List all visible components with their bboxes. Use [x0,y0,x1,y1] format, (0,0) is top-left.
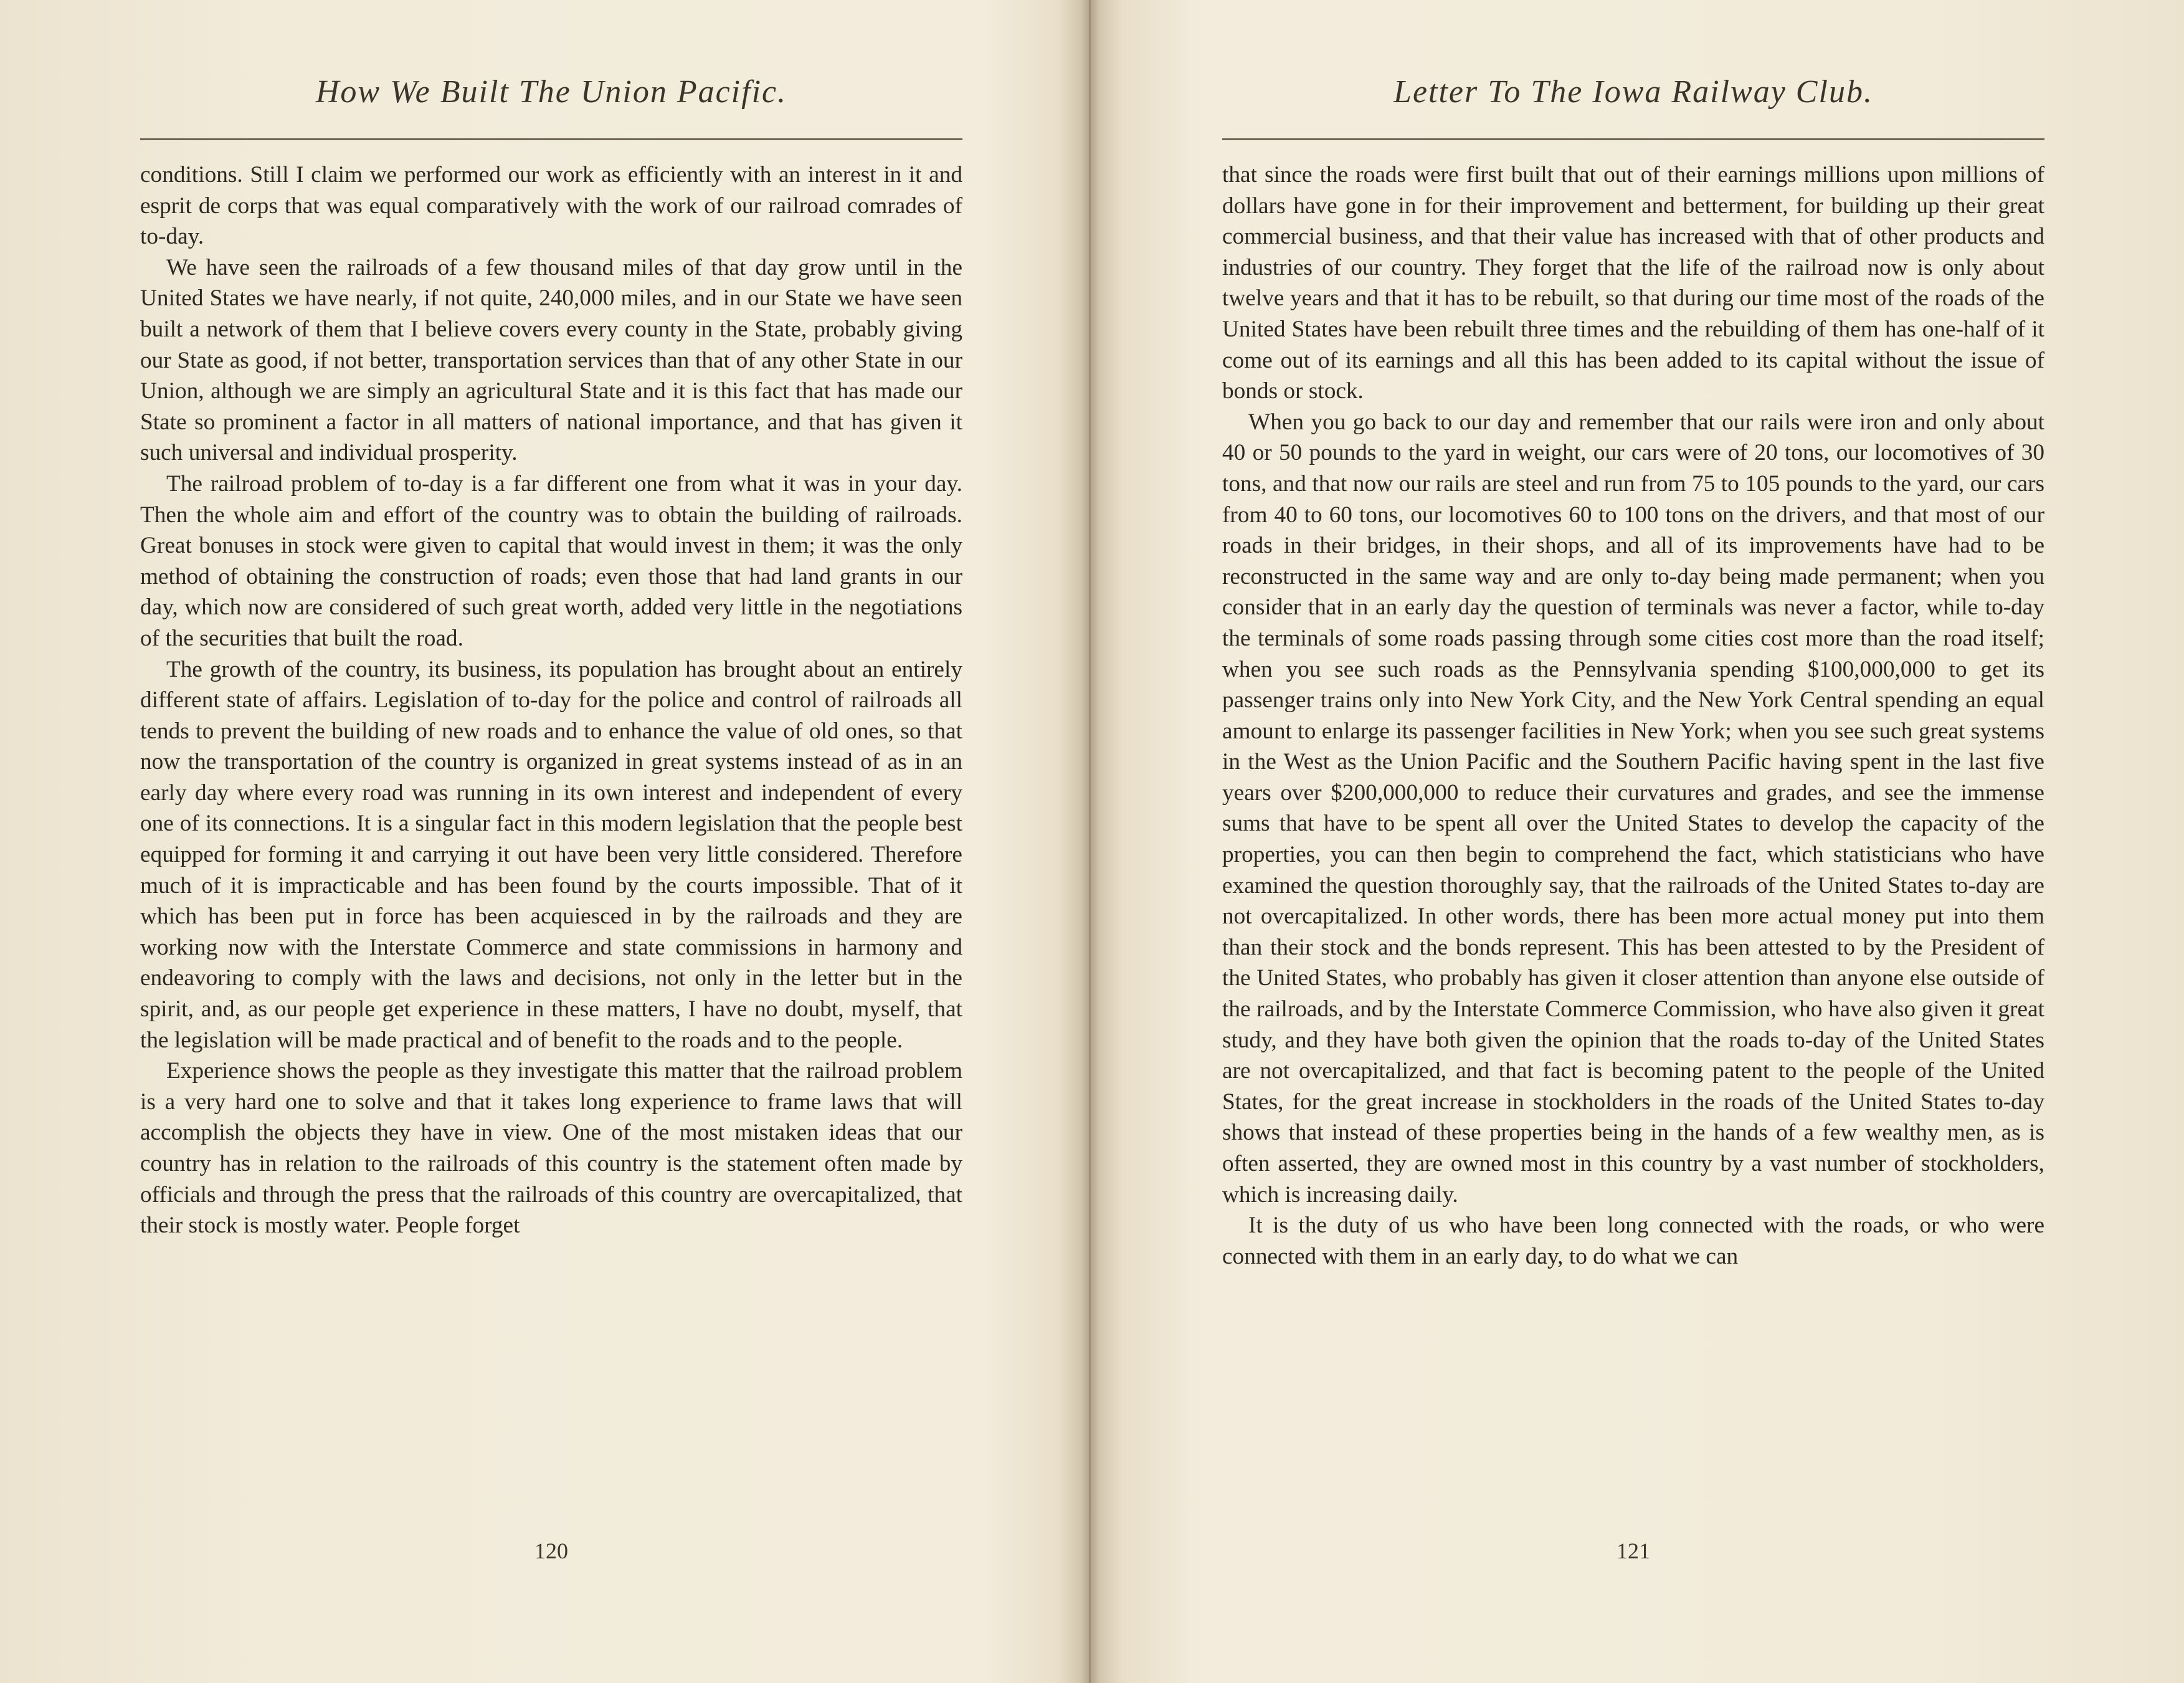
left-page-number: 120 [534,1538,568,1563]
right-body-text [1222,160,2044,1272]
left-paragraph: The railroad problem of to-day is a far different one from what it was in your day. Then the whole aim and effort of the country was to obtain the building of railroads. Great bonuses in stock were given to capital that would invest in them; it was the only method of obtaining the construction of roads; even those that had land grants in our day, which now are considered of such great worth, added very little in the negotiations of the securities that built the road. [140,470,962,651]
left-paragraph: Experience shows the people as they investigate this matter that the railroad problem is a very hard one to solve and that it takes long experience to frame laws that will accomplish the objects they have in view. One of the most mistaken ideas that our country has in relation to the railroads of this country is the statement often made by officials and through the press that the railroads of this country are overcapitalized, that their stock is mostly water. People forget [140,1058,962,1239]
right-page [1094,0,2184,1683]
right-page-number: 121 [1617,1538,1650,1563]
left-page [0,0,1090,1683]
right-running-head: Letter To The Iowa Railway Club. [1393,74,1873,110]
left-paragraph: conditions. Still I claim we performed our work as efficiently with an interest in it and esprit de corps that was equal comparatively with the work of our railroad comrades of to-day. [140,162,962,250]
left-header-rule [140,138,962,140]
right-paragraph: When you go back to our day and remember that our rails were iron and only about 40 or 50 pounds to the yard in weight, our cars were of 20 tons, our locomotives of 30 tons, and that now our rails are steel and run from 75 to 105 pounds to the yard, our cars from 40 to 60 tons, our locomotives 60 to 100 tons on the drivers, and that most of our roads in their bridges, in their shops, and all of its improvements have had to be reconstructed in the same way and are only to-day being made permanent; when you consider that in an early day the question of terminals was never a factor, while to-day the terminals of some roads passing through some cities cost more than the road itself; when you see such roads as the Pennsylvania spending $100,000,000 to get its passenger trains only into New York City, and the New York Central spending an equal amount to enlarge its passenger facilities in New York; when you see such great systems in the West as the Union Pacific and the Southern Pacific having spent in the last five years over $200,000,000 to reduce their curvatures and grades, and see the immense sums that have to be spent all over the United States to develop the capacity of the properties, you can then begin to comprehend the fact, which statisticians who have examined the question thoroughly say, that the railroads of the United States to-day are not overcapitalized. In other words, there has been more actual money put into them than their stock and the bonds represent. This has been attested to by the President of the United States, who probably has given it closer attention than anyone else outside of the railroads, and by the Interstate Commerce Commission, who have also given it great study, and they have both given the opinion that the roads to-day of the United States are not overcapitalized, and that fact is becoming patent to the people of the United States, for the great increase in stockholders in the roads of the United States to-day shows that instead of these properties being in the hands of a few wealthy men, as is often asserted, they are owned most in this country by a vast number of stockholders, which is increasing daily. [1222,409,2044,1208]
left-paragraph: We have seen the railroads of a few thousand miles of that day grow until in the United States we have nearly, if not quite, 240,000 miles, and in our State we have seen built a network of them that I believe covers every county in the State, probably giving our State as good, if not better, transportation services than that of any other State in our Union, although we are simply an agricultural State and it is this fact that has made our State so prominent a factor in all matters of national importance, and that has given it such universal and individual prosperity. [140,254,962,466]
right-header-rule [1222,138,2044,140]
left-paragraph: The growth of the country, its business, its population has brought about an entirely different state of affairs. Legislation of to-day for the police and control of railroads all tends to prevent the building of new roads and to enhance the value of old ones, so that now the transportation of the country is organized in great systems instead of as in an early day where every road was running in its own interest and independent of every one of its connections. It is a singular fact in this modern legislation that the people best equipped for forming it and carrying it out have been very little considered. Therefore much of it is impracticable and has been found by the courts impossible. That of it which has been put in force has been acquiesced in by the railroads and they are working now with the Interstate Commerce and state commissions in harmony and endeavoring to comply with the laws and decisions, not only in the letter but in the spirit, and, as our people get experience in these matters, I have no doubt, myself, that the legislation will be made practical and of benefit to the roads and to the people. [140,656,962,1053]
right-paragraph: that since the roads were first built that out of their earnings millions upon millions of dollars have gone in for their improvement and betterment, for building up their great commercial business, and that their value has increased with that of other products and industries of our country. They forget that the life of the railroad now is only about twelve years and that it has to be rebuilt, so that during our time most of the roads of the United States have been rebuilt three times and the rebuilding of them has one-half of it come out of its earnings and all this has been added to its capital without the issue of bonds or stock. [1222,162,2044,404]
left-body-text [140,160,962,1241]
left-running-head: How We Built The Union Pacific. [315,74,787,110]
right-paragraph: It is the duty of us who have been long connected with the roads, or who were connected with them in an early day, to do what we can [1222,1213,2044,1269]
